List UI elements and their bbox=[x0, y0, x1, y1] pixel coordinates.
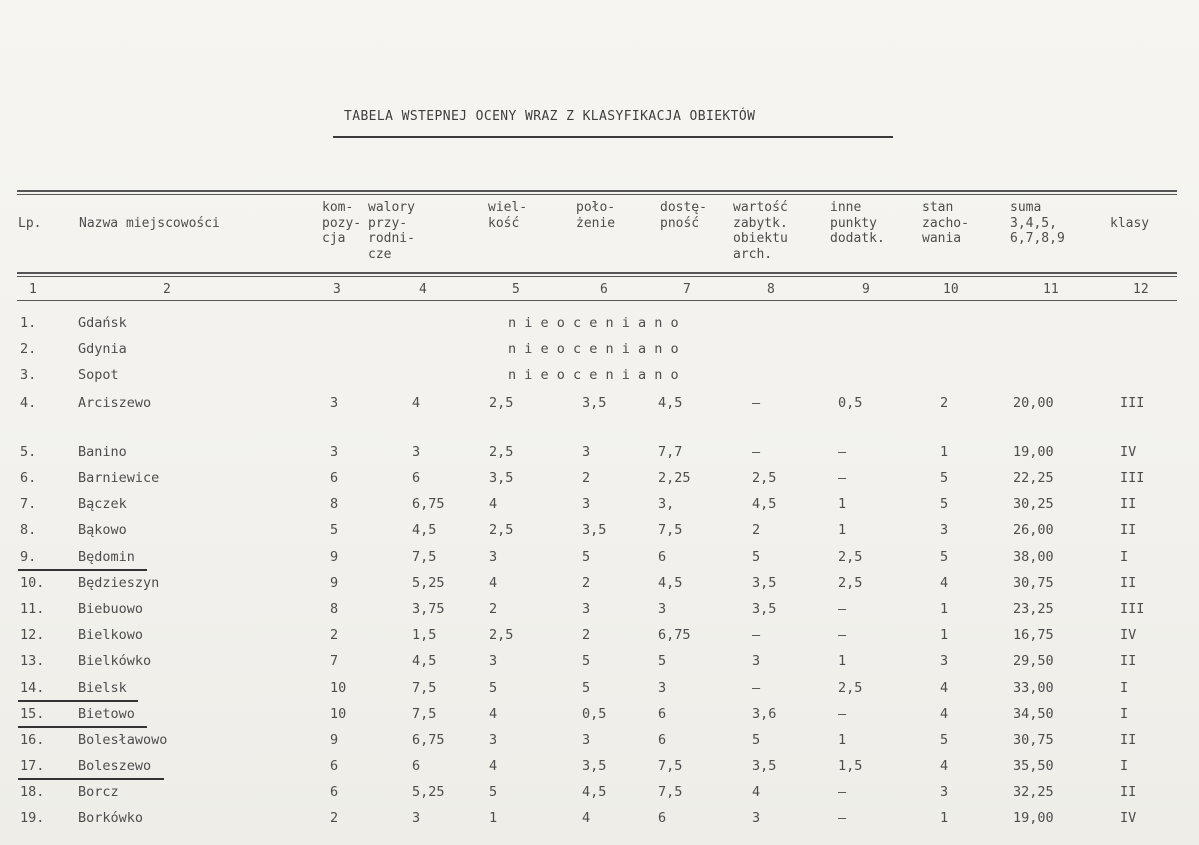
value-c9: 1,5 bbox=[838, 758, 863, 774]
value-c8: 3 bbox=[752, 653, 761, 669]
column-number: 8 bbox=[767, 282, 775, 297]
value-c9: 1 bbox=[838, 653, 847, 669]
column-number: 9 bbox=[862, 282, 870, 297]
value-c5: 4 bbox=[489, 496, 498, 512]
value-c5: 2,5 bbox=[489, 627, 514, 643]
value-c9: 0,5 bbox=[838, 395, 863, 411]
column-header-10 bbox=[922, 200, 969, 247]
document-title: TABELA WSTEPNEJ OCENY WRAZ Z KLASYFIKACJA OBIEKTÓW bbox=[344, 109, 756, 124]
value-c8: 5 bbox=[752, 732, 761, 748]
value-c3: 6 bbox=[330, 470, 339, 486]
place-name: Bielkówko bbox=[78, 653, 152, 669]
value-c4: 4 bbox=[412, 395, 421, 411]
value-c5: 2 bbox=[489, 601, 498, 617]
value-c12: II bbox=[1120, 732, 1137, 748]
value-c9: – bbox=[838, 627, 847, 643]
column-header-line: dostę- bbox=[660, 200, 707, 215]
column-header-line: punkty bbox=[830, 215, 877, 231]
value-c10: 1 bbox=[940, 444, 949, 460]
value-c7: 3 bbox=[658, 680, 667, 696]
value-c11: 35,50 bbox=[1013, 758, 1054, 774]
place-name: Będomin bbox=[78, 549, 135, 565]
value-c9: 2,5 bbox=[838, 549, 863, 565]
value-c5: 1 bbox=[489, 810, 498, 826]
column-header-1 bbox=[18, 216, 41, 232]
value-c5: 5 bbox=[489, 680, 498, 696]
column-header-line: suma bbox=[1010, 200, 1042, 215]
value-c8: 2,5 bbox=[752, 470, 777, 486]
value-c12: I bbox=[1120, 706, 1129, 722]
value-c11: 33,00 bbox=[1013, 680, 1054, 696]
column-number: 4 bbox=[419, 282, 427, 297]
column-header-line: pozy- bbox=[322, 215, 362, 231]
value-c8: 2 bbox=[752, 522, 761, 538]
class-i-underline bbox=[18, 569, 147, 571]
value-c11: 30,75 bbox=[1013, 575, 1054, 591]
row-number: 6. bbox=[20, 470, 37, 486]
value-c11: 26,00 bbox=[1013, 522, 1054, 538]
value-c4: 7,5 bbox=[412, 549, 437, 565]
column-header-line: wartość bbox=[733, 200, 788, 215]
column-header-line: poło- bbox=[576, 200, 616, 215]
value-c9: 1 bbox=[838, 496, 847, 512]
place-name: Bąkowo bbox=[78, 522, 127, 538]
column-number: 3 bbox=[333, 282, 341, 297]
column-number: 11 bbox=[1043, 282, 1059, 297]
value-c8: 3,5 bbox=[752, 758, 777, 774]
column-number: 12 bbox=[1133, 282, 1149, 297]
value-c3: 8 bbox=[330, 601, 339, 617]
class-i-underline bbox=[18, 700, 138, 702]
column-header-11 bbox=[1010, 200, 1065, 247]
value-c3: 6 bbox=[330, 758, 339, 774]
not-rated-note: n i e o c e n i a n o bbox=[508, 367, 679, 383]
column-header-line: przy- bbox=[368, 215, 408, 231]
header-bottom-rule bbox=[17, 272, 1177, 274]
column-header-line: pność bbox=[660, 215, 700, 231]
row-number: 15. bbox=[20, 706, 45, 722]
value-c12: I bbox=[1120, 549, 1129, 565]
value-c6: 2 bbox=[582, 575, 591, 591]
value-c8: 4 bbox=[752, 784, 761, 800]
place-name: Gdańsk bbox=[78, 315, 127, 331]
value-c11: 19,00 bbox=[1013, 444, 1054, 460]
value-c6: 3 bbox=[582, 601, 591, 617]
row-number: 11. bbox=[20, 601, 45, 617]
value-c10: 3 bbox=[940, 784, 949, 800]
place-name: Boleszewo bbox=[78, 758, 152, 774]
place-name: Borcz bbox=[78, 784, 119, 800]
column-header-line: Lp. bbox=[18, 216, 42, 231]
value-c4: 4,5 bbox=[412, 522, 437, 538]
column-header-5 bbox=[488, 200, 527, 231]
column-number: 7 bbox=[683, 282, 691, 297]
place-name: Biebuowo bbox=[78, 601, 144, 617]
value-c4: 6 bbox=[412, 470, 421, 486]
row-number: 7. bbox=[20, 496, 37, 512]
value-c4: 7,5 bbox=[412, 680, 437, 696]
value-c12: III bbox=[1120, 601, 1145, 617]
column-header-line: cze bbox=[368, 246, 392, 262]
value-c4: 7,5 bbox=[412, 706, 437, 722]
place-name: Barniewice bbox=[78, 470, 160, 486]
value-c12: II bbox=[1120, 496, 1137, 512]
value-c9: – bbox=[838, 601, 847, 617]
value-c10: 1 bbox=[940, 810, 949, 826]
row-number: 10. bbox=[20, 575, 45, 591]
column-header-line: kom- bbox=[322, 200, 354, 215]
value-c9: 2,5 bbox=[838, 680, 863, 696]
value-c5: 3 bbox=[489, 653, 498, 669]
value-c6: 5 bbox=[582, 653, 591, 669]
value-c10: 1 bbox=[940, 627, 949, 643]
value-c10: 5 bbox=[940, 470, 949, 486]
place-name: Bietowo bbox=[78, 706, 135, 722]
place-name: Sopot bbox=[78, 367, 119, 383]
title-underline bbox=[333, 136, 893, 138]
value-c8: 3,5 bbox=[752, 575, 777, 591]
value-c10: 2 bbox=[940, 395, 949, 411]
column-header-line: inne bbox=[830, 200, 862, 215]
table-top-rule bbox=[17, 190, 1177, 192]
value-c10: 4 bbox=[940, 575, 949, 591]
column-header-line: zabytk. bbox=[733, 215, 788, 231]
value-c6: 3,5 bbox=[582, 758, 607, 774]
column-header-line: 3,4,5, bbox=[1010, 215, 1057, 231]
column-header-2 bbox=[79, 216, 220, 232]
value-c10: 3 bbox=[940, 522, 949, 538]
value-c8: 5 bbox=[752, 549, 761, 565]
row-number: 2. bbox=[20, 341, 37, 357]
value-c6: 2 bbox=[582, 627, 591, 643]
value-c7: 7,5 bbox=[658, 758, 683, 774]
value-c10: 4 bbox=[940, 758, 949, 774]
column-header-line: rodni- bbox=[368, 231, 415, 246]
value-c11: 22,25 bbox=[1013, 470, 1054, 486]
value-c7: 3, bbox=[658, 496, 675, 512]
value-c3: 5 bbox=[330, 522, 339, 538]
value-c6: 2 bbox=[582, 470, 591, 486]
row-number: 8. bbox=[20, 522, 37, 538]
value-c9: – bbox=[838, 706, 847, 722]
value-c6: 4,5 bbox=[582, 784, 607, 800]
value-c10: 4 bbox=[940, 706, 949, 722]
row-number: 1. bbox=[20, 315, 37, 331]
column-header-8 bbox=[733, 200, 788, 262]
value-c6: 4 bbox=[582, 810, 591, 826]
value-c3: 8 bbox=[330, 496, 339, 512]
value-c10: 5 bbox=[940, 496, 949, 512]
row-number: 18. bbox=[20, 784, 45, 800]
value-c5: 4 bbox=[489, 706, 498, 722]
value-c6: 5 bbox=[582, 549, 591, 565]
value-c12: II bbox=[1120, 575, 1137, 591]
column-header-3 bbox=[322, 200, 361, 247]
column-header-line: dodatk. bbox=[830, 231, 885, 246]
value-c8: 3,6 bbox=[752, 706, 777, 722]
value-c6: 3,5 bbox=[582, 395, 607, 411]
column-number-rule bbox=[17, 300, 1177, 301]
column-number: 5 bbox=[512, 282, 520, 297]
not-rated-note: n i e o c e n i a n o bbox=[508, 341, 679, 357]
value-c4: 1,5 bbox=[412, 627, 437, 643]
value-c10: 5 bbox=[940, 549, 949, 565]
value-c6: 3 bbox=[582, 444, 591, 460]
row-number: 16. bbox=[20, 732, 45, 748]
place-name: Bielsk bbox=[78, 680, 127, 696]
value-c3: 9 bbox=[330, 549, 339, 565]
column-header-line: arch. bbox=[733, 246, 773, 262]
value-c3: 3 bbox=[330, 395, 339, 411]
column-number: 1 bbox=[29, 282, 37, 297]
row-number: 14. bbox=[20, 680, 45, 696]
value-c9: – bbox=[838, 444, 847, 460]
value-c11: 20,00 bbox=[1013, 395, 1054, 411]
column-header-line: wiel- bbox=[488, 200, 528, 215]
row-number: 4. bbox=[20, 395, 37, 411]
column-header-7 bbox=[660, 200, 707, 231]
row-number: 3. bbox=[20, 367, 37, 383]
value-c4: 4,5 bbox=[412, 653, 437, 669]
place-name: Bielkowo bbox=[78, 627, 144, 643]
value-c7: 7,5 bbox=[658, 522, 683, 538]
value-c11: 16,75 bbox=[1013, 627, 1054, 643]
column-header-6 bbox=[576, 200, 615, 231]
column-header-line: zacho- bbox=[922, 215, 969, 231]
column-header-line: stan bbox=[922, 200, 954, 215]
value-c10: 3 bbox=[940, 653, 949, 669]
value-c7: 5 bbox=[658, 653, 667, 669]
value-c11: 29,50 bbox=[1013, 653, 1054, 669]
value-c9: – bbox=[838, 784, 847, 800]
value-c7: 7,5 bbox=[658, 784, 683, 800]
column-header-12 bbox=[1110, 216, 1149, 232]
place-name: Gdynia bbox=[78, 341, 127, 357]
column-number: 6 bbox=[600, 282, 608, 297]
column-header-line: kość bbox=[488, 215, 520, 231]
value-c12: II bbox=[1120, 653, 1137, 669]
value-c11: 23,25 bbox=[1013, 601, 1054, 617]
place-name: Będzieszyn bbox=[78, 575, 160, 591]
class-i-underline bbox=[18, 726, 147, 728]
value-c10: 4 bbox=[940, 680, 949, 696]
value-c8: 3 bbox=[752, 810, 761, 826]
place-name: Banino bbox=[78, 444, 127, 460]
value-c4: 3 bbox=[412, 444, 421, 460]
row-number: 19. bbox=[20, 810, 45, 826]
column-header-4 bbox=[368, 200, 415, 262]
value-c5: 5 bbox=[489, 784, 498, 800]
value-c8: 4,5 bbox=[752, 496, 777, 512]
value-c8: – bbox=[752, 627, 761, 643]
value-c8: – bbox=[752, 444, 761, 460]
value-c7: 6 bbox=[658, 706, 667, 722]
value-c10: 5 bbox=[940, 732, 949, 748]
value-c12: II bbox=[1120, 522, 1137, 538]
value-c6: 3,5 bbox=[582, 522, 607, 538]
value-c11: 30,25 bbox=[1013, 496, 1054, 512]
value-c11: 34,50 bbox=[1013, 706, 1054, 722]
place-name: Bolesławowo bbox=[78, 732, 168, 748]
value-c7: 6 bbox=[658, 549, 667, 565]
value-c6: 5 bbox=[582, 680, 591, 696]
value-c4: 5,25 bbox=[412, 575, 445, 591]
value-c9: 1 bbox=[838, 522, 847, 538]
value-c5: 2,5 bbox=[489, 395, 514, 411]
value-c11: 30,75 bbox=[1013, 732, 1054, 748]
value-c11: 38,00 bbox=[1013, 549, 1054, 565]
value-c6: 3 bbox=[582, 732, 591, 748]
value-c7: 6 bbox=[658, 732, 667, 748]
class-i-underline bbox=[18, 778, 164, 780]
column-header-line: cja bbox=[322, 231, 346, 246]
value-c11: 19,00 bbox=[1013, 810, 1054, 826]
value-c7: 4,5 bbox=[658, 395, 683, 411]
value-c4: 6 bbox=[412, 758, 421, 774]
value-c5: 2,5 bbox=[489, 522, 514, 538]
value-c3: 9 bbox=[330, 732, 339, 748]
value-c9: – bbox=[838, 810, 847, 826]
row-number: 12. bbox=[20, 627, 45, 643]
value-c7: 6,75 bbox=[658, 627, 691, 643]
value-c3: 3 bbox=[330, 444, 339, 460]
value-c9: 2,5 bbox=[838, 575, 863, 591]
value-c3: 6 bbox=[330, 784, 339, 800]
value-c12: IV bbox=[1120, 444, 1137, 460]
value-c6: 0,5 bbox=[582, 706, 607, 722]
column-header-line: klasy bbox=[1110, 216, 1150, 231]
value-c5: 3 bbox=[489, 732, 498, 748]
value-c12: III bbox=[1120, 470, 1145, 486]
value-c12: IV bbox=[1120, 627, 1137, 643]
column-number: 2 bbox=[163, 282, 171, 297]
row-number: 5. bbox=[20, 444, 37, 460]
value-c4: 3 bbox=[412, 810, 421, 826]
column-header-line: wania bbox=[922, 231, 962, 246]
value-c3: 10 bbox=[330, 706, 347, 722]
value-c4: 6,75 bbox=[412, 496, 445, 512]
value-c9: 1 bbox=[838, 732, 847, 748]
value-c5: 3,5 bbox=[489, 470, 514, 486]
value-c5: 4 bbox=[489, 758, 498, 774]
value-c6: 3 bbox=[582, 496, 591, 512]
value-c7: 3 bbox=[658, 601, 667, 617]
table-top-rule-inner bbox=[17, 194, 1177, 195]
place-name: Borkówko bbox=[78, 810, 144, 826]
value-c5: 3 bbox=[489, 549, 498, 565]
column-header-line: walory bbox=[368, 200, 415, 215]
value-c12: I bbox=[1120, 758, 1129, 774]
value-c3: 10 bbox=[330, 680, 347, 696]
place-name: Arciszewo bbox=[78, 395, 152, 411]
row-number: 17. bbox=[20, 758, 45, 774]
value-c3: 9 bbox=[330, 575, 339, 591]
value-c12: II bbox=[1120, 784, 1137, 800]
row-number: 13. bbox=[20, 653, 45, 669]
value-c4: 3,75 bbox=[412, 601, 445, 617]
column-header-line: obiektu bbox=[733, 231, 788, 246]
value-c3: 7 bbox=[330, 653, 339, 669]
column-header-9 bbox=[830, 200, 885, 247]
value-c5: 4 bbox=[489, 575, 498, 591]
header-bottom-rule-inner bbox=[17, 276, 1177, 277]
row-number: 9. bbox=[20, 549, 37, 565]
column-header-line: 6,7,8,9 bbox=[1010, 231, 1065, 246]
value-c12: IV bbox=[1120, 810, 1137, 826]
value-c3: 2 bbox=[330, 627, 339, 643]
value-c7: 2,25 bbox=[658, 470, 691, 486]
place-name: Bączek bbox=[78, 496, 127, 512]
column-header-line: Nazwa miejscowości bbox=[79, 216, 220, 231]
not-rated-note: n i e o c e n i a n o bbox=[508, 315, 679, 331]
column-number: 10 bbox=[943, 282, 959, 297]
column-header-line: żenie bbox=[576, 215, 616, 231]
value-c9: – bbox=[838, 470, 847, 486]
value-c7: 4,5 bbox=[658, 575, 683, 591]
value-c10: 1 bbox=[940, 601, 949, 617]
value-c7: 7,7 bbox=[658, 444, 683, 460]
value-c11: 32,25 bbox=[1013, 784, 1054, 800]
value-c8: – bbox=[752, 395, 761, 411]
value-c8: 3,5 bbox=[752, 601, 777, 617]
value-c4: 6,75 bbox=[412, 732, 445, 748]
value-c12: III bbox=[1120, 395, 1145, 411]
value-c4: 5,25 bbox=[412, 784, 445, 800]
value-c8: – bbox=[752, 680, 761, 696]
value-c12: I bbox=[1120, 680, 1129, 696]
value-c7: 6 bbox=[658, 810, 667, 826]
value-c3: 2 bbox=[330, 810, 339, 826]
value-c5: 2,5 bbox=[489, 444, 514, 460]
